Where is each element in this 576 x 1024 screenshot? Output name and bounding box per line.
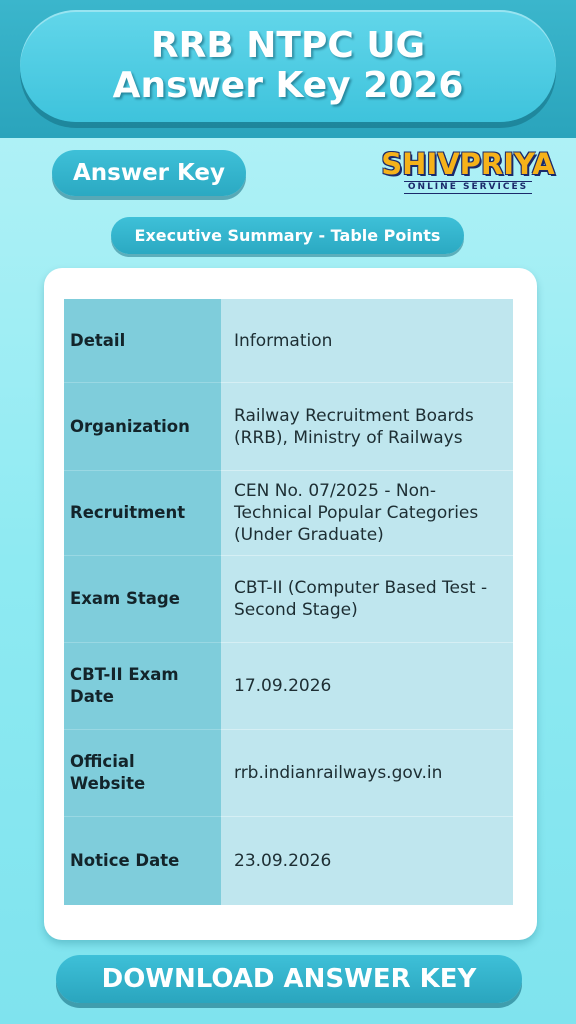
- row-label: Organization: [64, 383, 221, 471]
- row-value: CBT-II (Computer Based Test - Second Stage): [221, 556, 513, 643]
- download-answer-key-button[interactable]: DOWNLOAD ANSWER KEY: [56, 955, 522, 1003]
- row-value: 23.09.2026: [221, 817, 513, 905]
- table-row: [64, 383, 513, 471]
- executive-summary-heading: Executive Summary - Table Points: [111, 217, 464, 254]
- row-value: CEN No. 07/2025 - Non-Technical Popular Categories (Under Graduate): [221, 471, 513, 556]
- table-row: [64, 556, 513, 643]
- row-value: 17.09.2026: [221, 643, 513, 730]
- row-label: Exam Stage: [64, 556, 221, 643]
- row-label: CBT-II Exam Date: [64, 643, 221, 730]
- page-title-line2: Answer Key 2026: [112, 65, 464, 106]
- row-label: Detail: [64, 299, 221, 383]
- table-row: [64, 471, 513, 556]
- page-title-line1: RRB NTPC UG: [150, 25, 426, 66]
- summary-table: [64, 299, 513, 905]
- logo-name: SHIVPRIYA: [381, 147, 555, 181]
- answer-key-tag: Answer Key: [52, 150, 246, 196]
- row-value: rrb.indianrailways.gov.in: [221, 730, 513, 817]
- shivpriya-logo: [382, 148, 554, 196]
- logo-tagline: ONLINE SERVICES: [404, 181, 532, 194]
- table-row: [64, 817, 513, 905]
- page-title: [20, 10, 556, 122]
- table-row: [64, 643, 513, 730]
- row-label: Recruitment: [64, 471, 221, 556]
- row-label: Official Website: [64, 730, 221, 817]
- row-value: Information: [221, 299, 513, 383]
- row-value: Railway Recruitment Boards (RRB), Ministry of Railways: [221, 383, 513, 471]
- row-label: Notice Date: [64, 817, 221, 905]
- table-row: [64, 730, 513, 817]
- table-row: [64, 299, 513, 383]
